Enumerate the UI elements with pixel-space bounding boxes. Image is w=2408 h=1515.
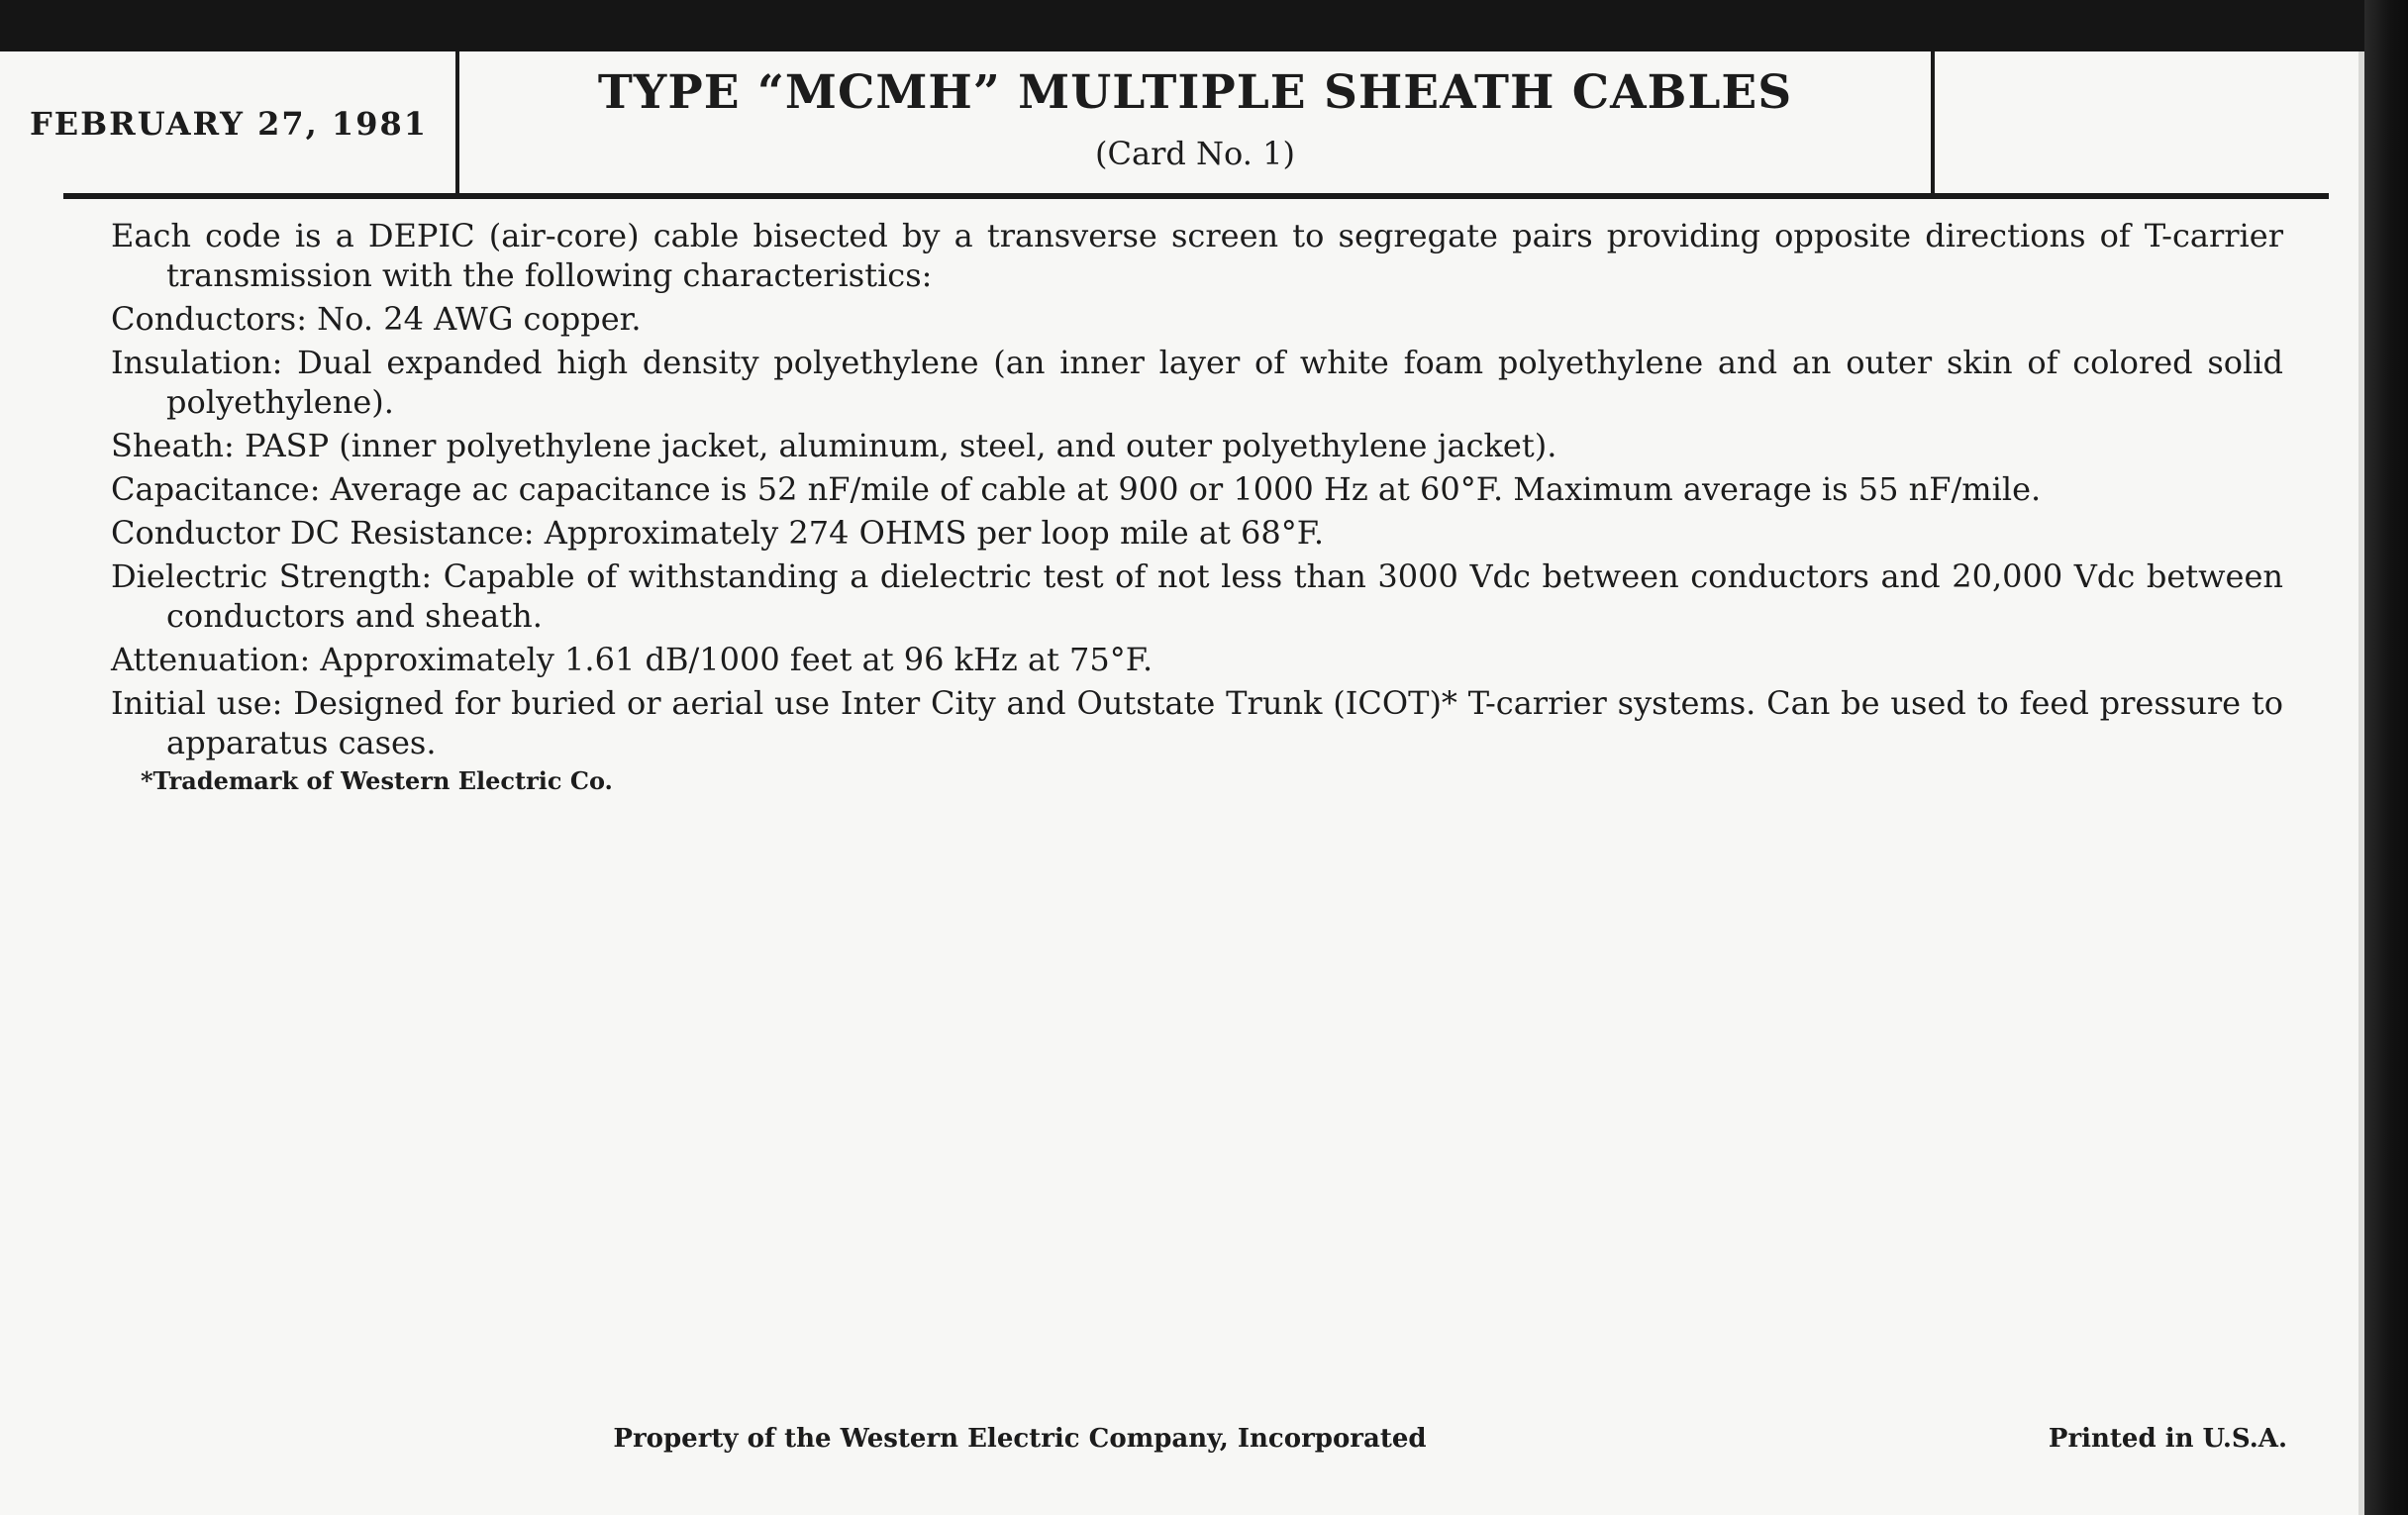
spec-card [0,51,2364,1515]
printed-notice: Printed in U.S.A. [2048,1424,2287,1454]
trademark-footnote: *Trademark of Western Electric Co. [141,766,613,795]
header-rule [63,193,2329,199]
spec-insulation: Insulation: Dual expanded high density polyethylene (an inner layer of white foam polyethylene and an outer skin of colored solid polyethylene). [111,344,2283,421]
card-date: FEBRUARY 27, 1981 [30,105,428,143]
intro-paragraph: Each code is a DEPIC (air-core) cable bisected by a transverse screen to segregate pairs providing opposite directions of T-carrier transmission with the following characteristics: [111,217,2283,294]
spec-dielectric-strength: Dielectric Strength: Capable of withstanding a dielectric test of not less than 3000 Vdc between conductors and 20,000 Vdc between conductors and sheath. [111,557,2283,635]
card-title: TYPE “MCMH” MULTIPLE SHEATH CABLES [597,65,1793,120]
spec-initial-use: Initial use: Designed for buried or aerial use Inter City and Outstate Trunk (ICOT)* T-carrier systems. Can be used to feed pressure to apparatus cases. [111,684,2283,761]
spec-dc-resistance: Conductor DC Resistance: Approximately 274 OHMS per loop mile at 68°F. [111,514,1325,552]
spec-sheath: Sheath: PASP (inner polyethylene jacket, aluminum, steel, and outer polyethylene jacket). [111,427,1557,464]
property-notice: Property of the Western Electric Company, Incorporated [613,1424,1427,1454]
spec-capacitance: Capacitance: Average ac capacitance is 52 nF/mile of cable at 900 or 1000 Hz at 60°F. Maximum average is 55 nF/mile. [111,470,2042,508]
spec-attenuation: Attenuation: Approximately 1.61 dB/1000 feet at 96 kHz at 75°F. [111,641,1154,678]
card-number: (Card No. 1) [1095,135,1295,172]
spec-conductors: Conductors: No. 24 AWG copper. [111,300,642,338]
scanner-edge-right [2364,0,2408,1515]
header-divider-right [1931,51,1935,193]
card-edge-shadow [2358,51,2364,1515]
card-body [111,216,2283,796]
scanner-edge-top [0,0,2408,51]
